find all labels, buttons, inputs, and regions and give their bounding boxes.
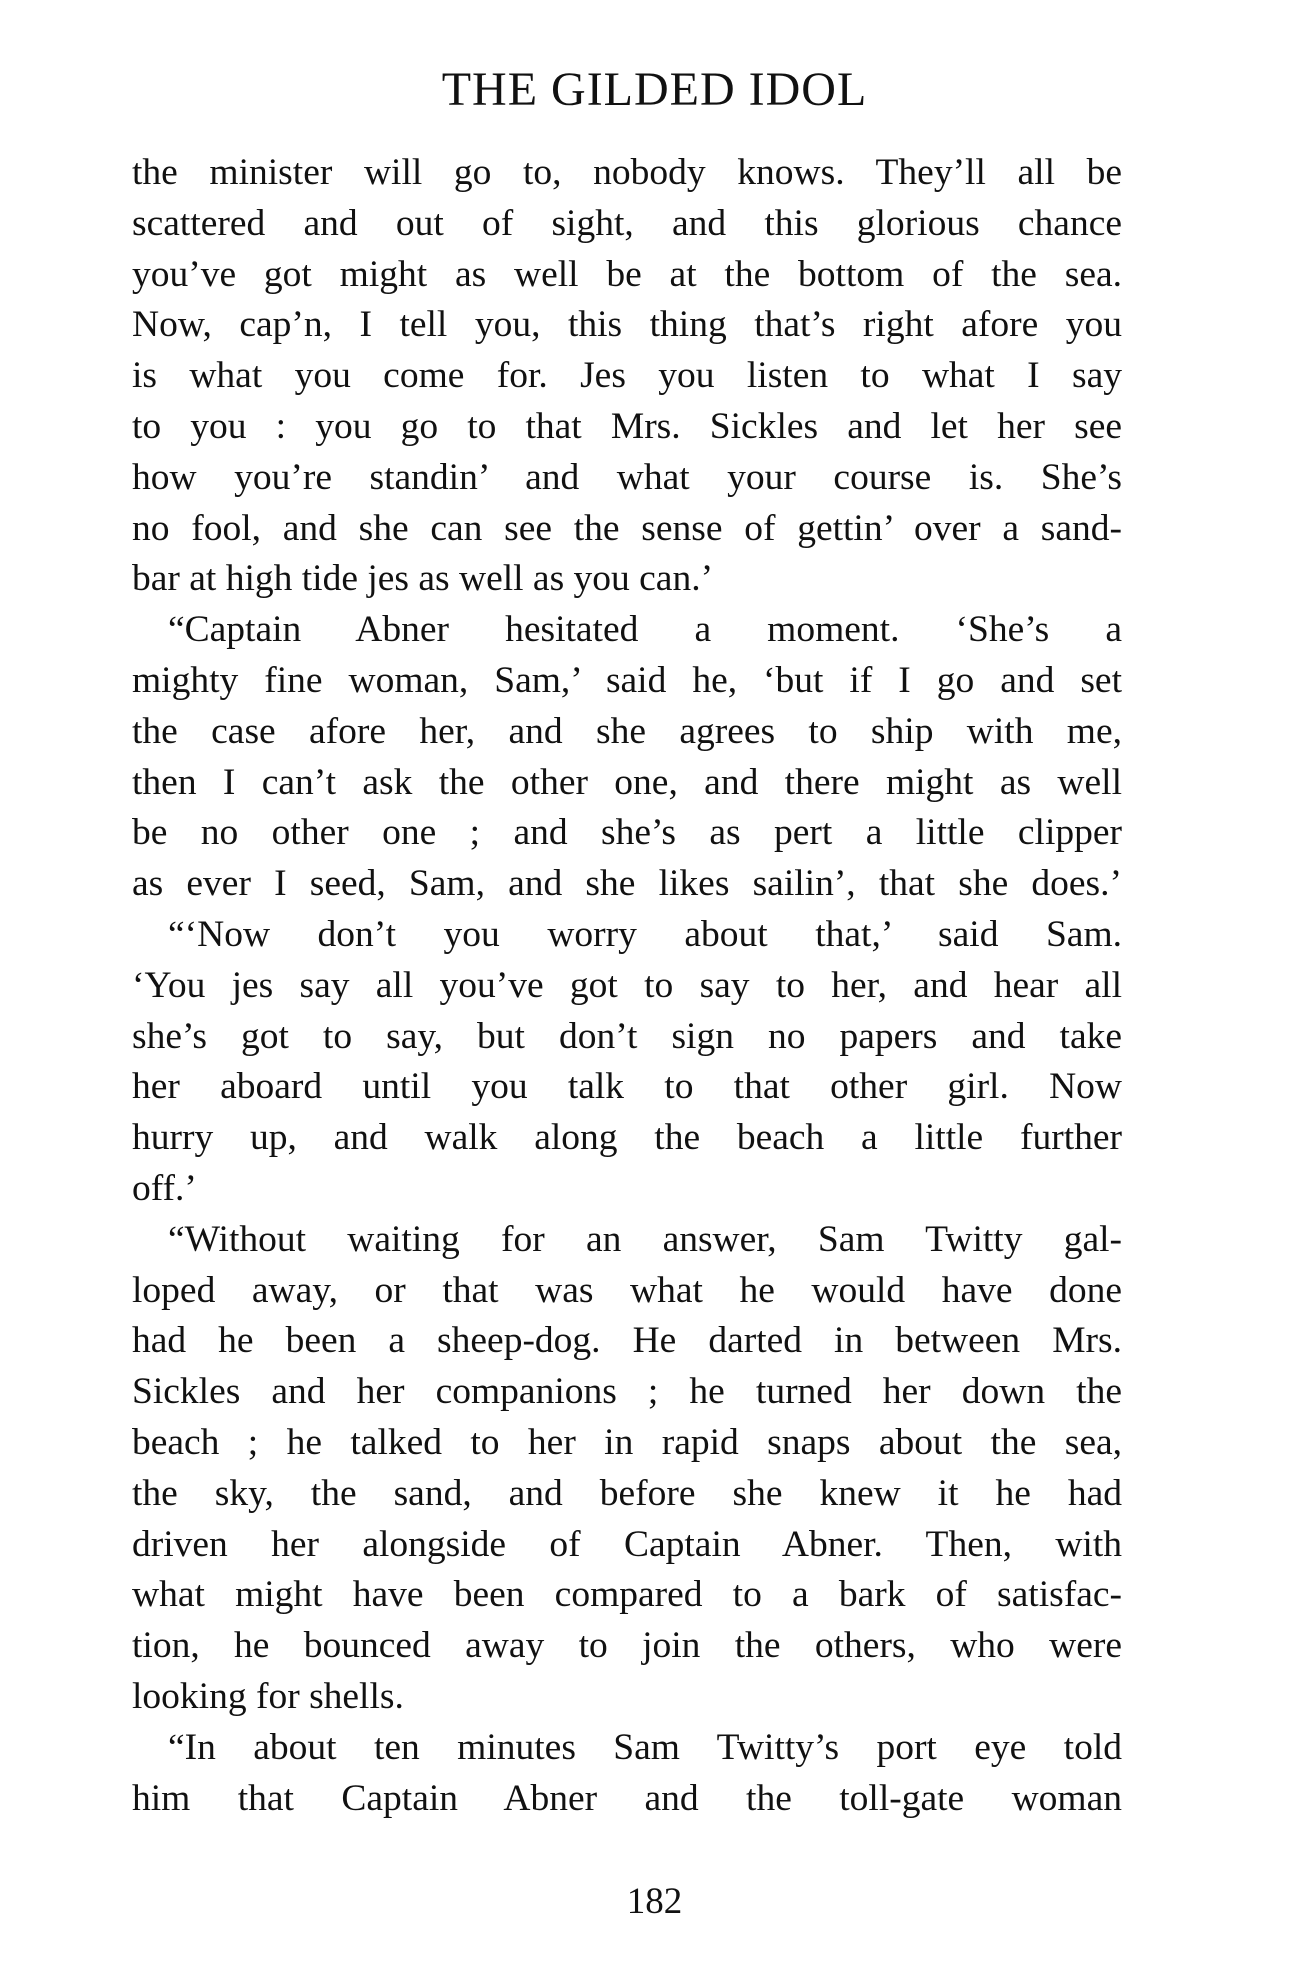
text-line: off.’: [132, 1167, 197, 1209]
text-line: beach ; he talked to her in rapid snaps about the sea,: [132, 1421, 1122, 1463]
text-line: had he been a sheep-dog. He darted in between Mrs.: [132, 1320, 1122, 1362]
paragraph: [132, 605, 1122, 910]
text-line: tion, he bounced away to join the others, who were: [132, 1625, 1122, 1667]
text-line: “Without waiting for an answer, Sam Twitty gal-: [168, 1218, 1122, 1260]
paragraph: [132, 148, 1122, 605]
text-line: you’ve got might as well be at the bottom of the sea.: [132, 253, 1122, 295]
text-line: how you’re standin’ and what your course is. She’s: [132, 456, 1122, 498]
text-line: ‘You jes say all you’ve got to say to her, and hear all: [132, 964, 1122, 1006]
text-line: scattered and out of sight, and this glorious chance: [132, 202, 1122, 244]
text-line: him that Captain Abner and the toll-gate woman: [132, 1777, 1122, 1819]
text-line: the sky, the sand, and before she knew it he had: [132, 1472, 1122, 1514]
text-line: mighty fine woman, Sam,’ said he, ‘but if I go and set: [132, 659, 1122, 701]
text-line: what might have been compared to a bark of satisfac-: [132, 1574, 1122, 1616]
text-line: loped away, or that was what he would have done: [132, 1269, 1122, 1311]
paragraph: [132, 1215, 1122, 1723]
text-line: be no other one ; and she’s as pert a little clipper: [132, 812, 1122, 854]
text-line: as ever I seed, Sam, and she likes sailin’, that she does.’: [132, 863, 1122, 905]
page-number: 182: [626, 1881, 683, 1922]
text-line: “In about ten minutes Sam Twitty’s port eye told: [168, 1726, 1122, 1768]
running-head: THE GILDED IDOL: [441, 63, 868, 116]
text-line: the minister will go to, nobody knows. They’ll all be: [132, 152, 1122, 193]
text-line: is what you come for. Jes you listen to what I say: [132, 355, 1122, 397]
paragraph: [132, 910, 1122, 1215]
text-line: hurry up, and walk along the beach a little further: [132, 1117, 1122, 1159]
text-line: the case afore her, and she agrees to ship with me,: [132, 710, 1122, 752]
text-line: then I can’t ask the other one, and there might as well: [132, 761, 1122, 803]
text-line: “Captain Abner hesitated a moment. ‘She’s a: [168, 609, 1122, 651]
text-line: to you : you go to that Mrs. Sickles and let her see: [132, 405, 1122, 447]
text-line: looking for shells.: [132, 1675, 404, 1717]
text-line: she’s got to say, but don’t sign no papers and take: [132, 1015, 1122, 1057]
paragraph: [132, 1723, 1122, 1825]
text-line: Sickles and her companions ; he turned her down the: [132, 1371, 1122, 1413]
text-line: “‘Now don’t you worry about that,’ said Sam.: [168, 913, 1122, 955]
body-text: [132, 148, 1122, 1824]
text-line: driven her alongside of Captain Abner. Then, with: [132, 1523, 1122, 1565]
text-line: Now, cap’n, I tell you, this thing that’s right afore you: [132, 304, 1122, 346]
text-line: her aboard until you talk to that other girl. Now: [132, 1066, 1122, 1108]
text-line: no fool, and she can see the sense of gettin’ over a sand-: [132, 507, 1122, 549]
text-line: bar at high tide jes as well as you can.’: [132, 558, 714, 600]
